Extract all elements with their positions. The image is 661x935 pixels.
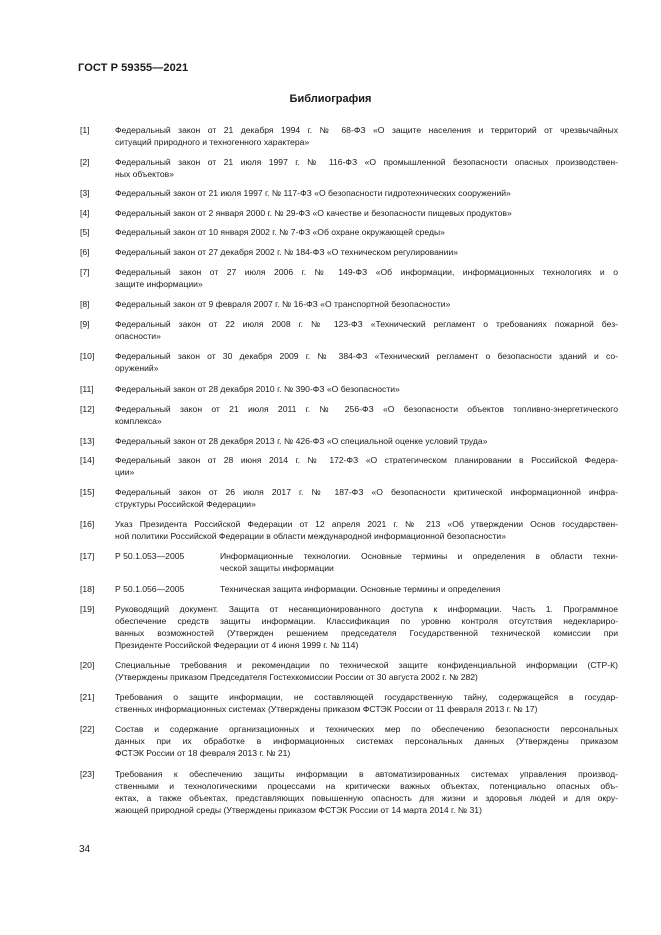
entry-text-line: ФСТЭК России от 18 февраля 2013 г. № 21) — [115, 748, 291, 758]
entry-text — [220, 550, 618, 574]
entry-text-line: оружений» — [115, 363, 159, 373]
entry-number: [7] — [80, 267, 90, 277]
entry-number: [10] — [80, 351, 95, 361]
entry-number: [6] — [80, 247, 90, 257]
entry-text-line: Информационные технологии. Основные термины и определения в области техни- — [220, 551, 618, 561]
entry-text-line: Федеральный закон от 30 декабря 2009 г. № 384-ФЗ «Технический регламент о безопасности зданий и со- — [115, 351, 618, 361]
entry-number: [18] — [80, 584, 95, 594]
entry-text — [115, 691, 618, 715]
entry-text-line: Федеральный закон от 9 февраля 2007 г. № 16-ФЗ «О транспортной безопасности» — [115, 299, 451, 309]
entry-text-line: обеспечение средств защиты информации. Классификация по уровню контроля отсутствия недеклариро- — [115, 616, 618, 626]
page-number: 34 — [79, 844, 91, 855]
entry-text-line: данных при их обработке в информационных системах персональных данных (Утверждены приказом — [115, 736, 618, 746]
entry-number: [23] — [80, 769, 95, 779]
entry-text — [115, 518, 618, 542]
entry-number: [9] — [80, 319, 90, 329]
entry-text-line: (Утверждены приказом Председателя Гостехкомиссии России от 30 августа 2002 г. № 282) — [115, 672, 478, 682]
entry-text-line: ектах, а также объектах, представляющих повышенную опасность для жизни и здоровья людей и для окру- — [115, 793, 618, 803]
entry-text — [115, 723, 618, 759]
entry-text-line: структуры Российской Федерации» — [115, 499, 256, 509]
entry-text-line: Специальные требования и рекомендации по технической защите конфиденциальной информации (СТР-К) — [115, 660, 618, 670]
entry-text-line: Федеральный закон от 10 января 2002 г. № 7-ФЗ «Об охране окружающей среды» — [115, 227, 445, 237]
entry-text-line: Федеральный закон от 28 декабря 2010 г. № 390-ФЗ «О безопасности» — [115, 384, 400, 394]
entry-text-line: Федеральный закон от 21 июля 1997 г. № 116-ФЗ «О промышленной безопасности опасных производствен- — [115, 157, 618, 167]
entry-text-line: Президенте Российской Федерации от 4 июня 1999 г. № 114) — [115, 640, 359, 650]
entry-text — [115, 768, 618, 816]
entry-text-line: Федеральный закон от 21 июля 1997 г. № 117-ФЗ «О безопасности гидротехнических сооружений» — [115, 188, 511, 198]
entry-text — [115, 226, 618, 238]
entry-text-line: Федеральный закон от 26 июля 2017 г. № 187-ФЗ «О безопасности критической информационной инфра- — [115, 487, 618, 497]
entry-number: [3] — [80, 188, 90, 198]
entry-text-line: ной политики Российской Федерации в области международной информационной безопасности» — [115, 531, 506, 541]
entry-text-line: Состав и содержание организационных и технических мер по обеспечению безопасности персональных — [115, 724, 618, 734]
entry-text-line: Федеральный закон от 2 января 2000 г. № 29-ФЗ «О качестве и безопасности пищевых продуктов» — [115, 208, 512, 218]
entry-number: [11] — [80, 384, 94, 394]
entry-text — [115, 207, 618, 219]
entry-number: [12] — [80, 404, 95, 414]
entry-standard-code: Р 50.1.056—2005 — [115, 584, 185, 594]
entry-text — [115, 124, 618, 148]
entry-text-line: жающей природной среды (Утверждены приказом ФСТЭК России от 14 марта 2014 г. № 31) — [115, 805, 482, 815]
entry-number: [1] — [80, 125, 90, 135]
entry-text — [115, 187, 618, 199]
entry-standard-code: Р 50.1.053—2005 — [115, 551, 185, 561]
entry-number: [4] — [80, 208, 90, 218]
entry-text-line: ванных возможностей (Утвержден решением председателя Государственной технической комиссии при — [115, 628, 618, 638]
entry-text-line: ситуаций природного и техногенного характера» — [115, 137, 310, 147]
entry-text-line: защите информации» — [115, 279, 203, 289]
entry-text-line: Федеральный закон от 28 декабря 2013 г. № 426-ФЗ «О специальной оценке условий труда» — [115, 436, 488, 446]
entry-text-line: Федеральный закон от 21 декабря 1994 г. № 68-ФЗ «О защите населения и территорий от чрезвычайных — [115, 125, 618, 135]
entry-text-line: Федеральный закон от 22 июля 2008 г. № 123-ФЗ «Технический регламент о требованиях пожарной без- — [115, 319, 618, 329]
entry-text-line: Федеральный закон от 28 июня 2014 г. № 172-ФЗ «О стратегическом планировании в Российской Федера- — [115, 455, 618, 465]
bibliography-title: Библиография — [289, 93, 372, 105]
entry-text-line: Руководящий документ. Защита от несанкционированного доступа к информации. Часть 1. Программное — [115, 604, 618, 614]
entry-number: [15] — [80, 487, 95, 497]
entry-text — [115, 156, 618, 180]
entry-text — [115, 318, 618, 342]
entry-number: [19] — [80, 604, 95, 614]
entry-text-line: ных объектов» — [115, 169, 174, 179]
entry-number: [16] — [80, 519, 95, 529]
entry-text-line: ческой защиты информации — [220, 563, 334, 573]
entry-text — [115, 350, 618, 374]
entry-text-line: ции» — [115, 467, 135, 477]
entry-text — [115, 435, 618, 447]
entry-text-line: Федеральный закон от 27 июля 2006 г. № 149-ФЗ «Об информации, информационных технологиях и о — [115, 267, 618, 277]
entry-text-line: Указ Президента Российской Федерации от 12 апреля 2021 г. № 213 «Об утверждении Основ государствен- — [115, 519, 618, 529]
entry-number: [22] — [80, 724, 95, 734]
entry-text — [115, 454, 618, 478]
entry-text-line: Требования о защите информации, не составляющей государственную тайну, содержащейся в государ- — [115, 692, 618, 702]
entry-number: [17] — [80, 551, 95, 561]
entry-number: [5] — [80, 227, 90, 237]
document-id-header: ГОСТ Р 59355—2021 — [78, 62, 189, 74]
entry-text — [115, 603, 618, 651]
entry-text — [115, 486, 618, 510]
entry-text-line: Требования к обеспечению защиты информации в автоматизированных системах управления производ- — [115, 769, 618, 779]
entry-text — [115, 659, 618, 683]
entry-text — [115, 246, 618, 258]
entry-number: [14] — [80, 455, 95, 465]
entry-text-line: ственными и технологическими процессами на критически важных объектах, потенциально опасных объ- — [115, 781, 618, 791]
entry-text — [115, 383, 618, 395]
entry-text-line: Федеральный закон от 21 июля 2011 г. № 256-ФЗ «О безопасности объектов топливно-энергетического — [115, 404, 618, 414]
entry-number: [8] — [80, 299, 90, 309]
entry-text — [220, 583, 618, 595]
entry-text-line: комплекса» — [115, 416, 162, 426]
entry-number: [21] — [80, 692, 95, 702]
entry-text — [115, 403, 618, 427]
entry-text-line: опасности» — [115, 331, 161, 341]
entry-text-line: Федеральный закон от 27 декабря 2002 г. № 184-ФЗ «О техническом регулировании» — [115, 247, 459, 257]
entry-text — [115, 266, 618, 290]
entry-text-line: ственных информационных системах (Утверждены приказом ФСТЭК России от 11 февраля 2013 г. № 17) — [115, 704, 538, 714]
entry-number: [20] — [80, 660, 95, 670]
entry-text — [115, 298, 618, 310]
entry-text-line: Техническая защита информации. Основные термины и определения — [220, 584, 501, 594]
entry-number: [2] — [80, 157, 90, 167]
entry-number: [13] — [80, 436, 95, 446]
